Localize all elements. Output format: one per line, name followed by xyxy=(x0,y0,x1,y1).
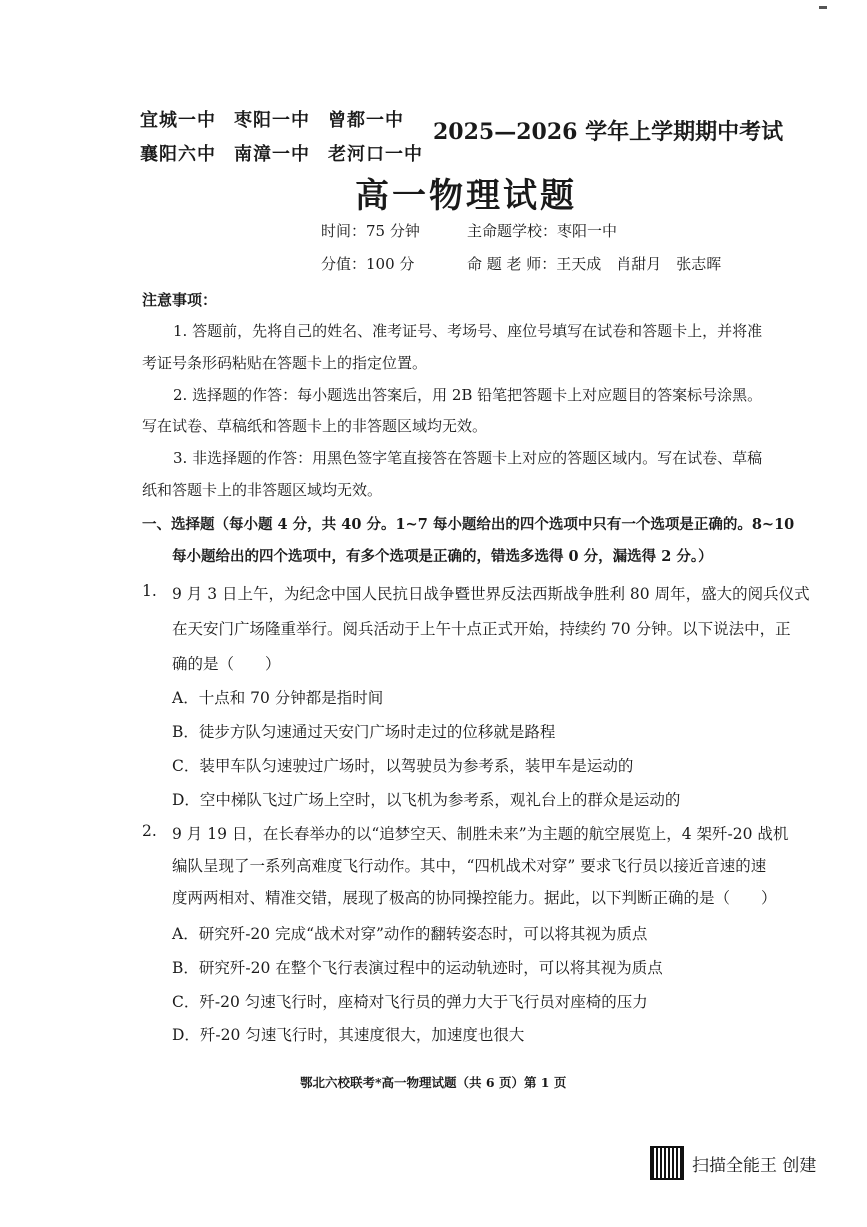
page-footer: 鄂北六校联考*高一物理试题（共 6 页）第 1 页 xyxy=(300,1075,567,1090)
question-2-text: 9 月 19 日，在长春举办的以“追梦空天、制胜未来”为主题的航空展览上，4 架歼-20 战机 xyxy=(172,825,789,843)
exam-title: 2025—2026 学年上学期期中考试 xyxy=(433,119,784,145)
scanner-label: 扫描全能王 创建 xyxy=(692,1155,817,1176)
notice-item-1-cont: 考证号条形码粘贴在答题卡上的指定位置。 xyxy=(142,354,428,372)
question-number: 1. xyxy=(142,582,157,600)
notice-item-2-cont: 写在试卷、草稿纸和答题卡上的非答题区域均无效。 xyxy=(142,417,488,435)
question-1-text: 9 月 3 日上午，为纪念中国人民抗日战争暨世界反法西斯战争胜利 80 周年，盛大的阅兵仪式 xyxy=(172,585,810,603)
notice-item-3: 3. 非选择题的作答：用黑色签字笔直接答在答题卡上对应的答题区域内。写在试卷、草稿 xyxy=(173,449,763,467)
question-1-text-cont: 在天安门广场隆重举行。阅兵活动于上午十点正式开始，持续约 70 分钟。以下说法中，正 xyxy=(172,620,791,638)
question-2-option-c: C．歼-20 匀速飞行时，座椅对飞行员的弹力大于飞行员对座椅的压力 xyxy=(172,993,648,1011)
school-name: 曾都一中 xyxy=(328,110,404,131)
notice-heading: 注意事项： xyxy=(142,291,218,309)
corner-mark xyxy=(819,6,827,9)
notice-item-2: 2. 选择题的作答：每小题选出答案后，用 2B 铅笔把答题卡上对应题目的答案标号涂黑。 xyxy=(173,386,763,404)
exam-score: 分值：100 分 xyxy=(321,255,415,273)
question-1-text-end: 确的是（ ） xyxy=(172,655,281,673)
notice-item-3-cont: 纸和答题卡上的非答题区域均无效。 xyxy=(142,481,383,499)
subject-title: 高一物理试题 xyxy=(355,176,577,216)
question-number: 2. xyxy=(142,822,157,840)
question-2-option-d: D．歼-20 匀速飞行时，其速度很大，加速度也很大 xyxy=(172,1026,525,1044)
qr-code-icon xyxy=(650,1146,684,1180)
question-2-text-cont: 编队呈现了一系列高难度飞行动作。其中，“四机战术对穿” 要求飞行员以接近音速的速 xyxy=(172,857,767,875)
exam-time: 时间：75 分钟 xyxy=(321,222,420,240)
exam-teachers: 命 题 老 师：王天成 肖甜月 张志晖 xyxy=(467,255,722,273)
question-2-option-a: A．研究歼-20 完成“战术对穿”动作的翻转姿态时，可以将其视为质点 xyxy=(172,925,648,943)
question-2-text-end: 度两两相对、精准交错，展现了极高的协同操控能力。据此，以下判断正确的是（ ） xyxy=(172,889,777,907)
schools-row-2 xyxy=(140,140,441,166)
school-name: 老河口一中 xyxy=(328,144,423,165)
school-name: 南漳一中 xyxy=(234,144,310,165)
question-1-option-b: B．徒步方队匀速通过天安门广场时走过的位移就是路程 xyxy=(172,723,556,741)
question-1-option-c: C．装甲车队匀速驶过广场时，以驾驶员为参考系，装甲车是运动的 xyxy=(172,757,634,775)
school-name: 襄阳六中 xyxy=(140,144,216,165)
section-heading: 一、选择题（每小题 4 分，共 40 分。1~7 每小题给出的四个选项中只有一个选项是正确的。8~10 xyxy=(142,516,795,533)
question-2-option-b: B．研究歼-20 在整个飞行表演过程中的运动轨迹时，可以将其视为质点 xyxy=(172,959,663,977)
schools-row-1 xyxy=(140,106,422,132)
question-1-option-d: D．空中梯队飞过广场上空时，以飞机为参考系，观礼台上的群众是运动的 xyxy=(172,791,681,809)
question-1-option-a: A．十点和 70 分钟都是指时间 xyxy=(172,689,384,707)
school-name: 宜城一中 xyxy=(140,110,216,131)
lead-school: 主命题学校：枣阳一中 xyxy=(467,222,618,240)
section-heading-cont: 每小题给出的四个选项中，有多个选项是正确的，错选多选得 0 分，漏选得 2 分。） xyxy=(172,548,713,565)
scanner-watermark xyxy=(650,1146,816,1180)
notice-item-1: 1. 答题前，先将自己的姓名、准考证号、考场号、座位号填写在试卷和答题卡上，并将准 xyxy=(173,322,763,340)
school-name: 枣阳一中 xyxy=(234,110,310,131)
